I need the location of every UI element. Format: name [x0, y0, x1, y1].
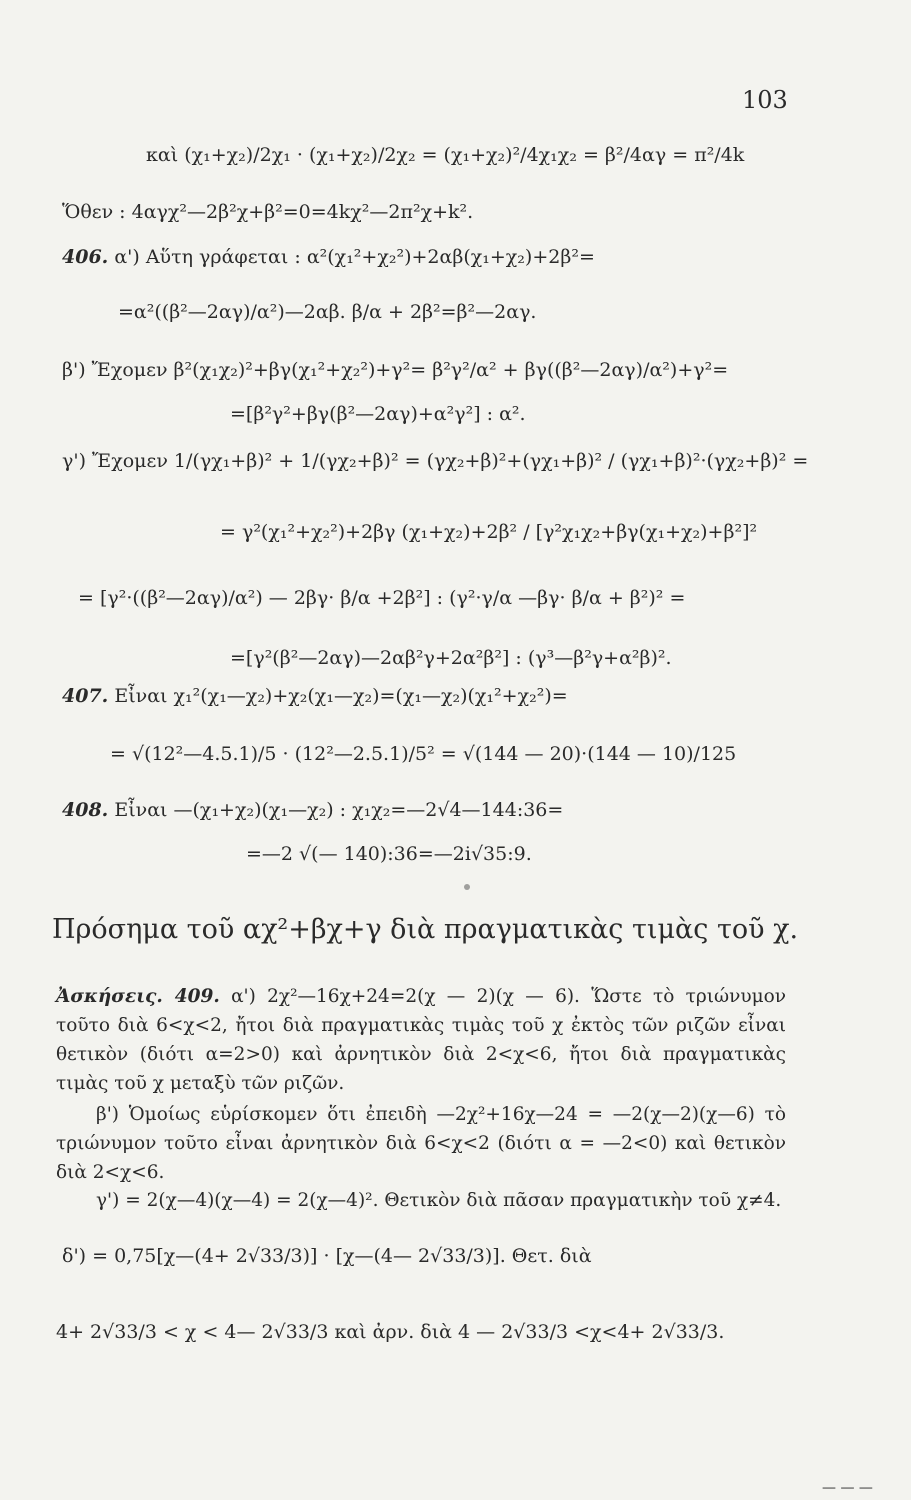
- exercise-408: [62, 798, 563, 822]
- exercise-406-c: γ') Ἔχομεν 1/(γχ₁+β)² + 1/(γχ₂+β)² = (γχ₂+β)²+(γχ₁+β)² / (γχ₁+β)²·(γχ₂+β)² =: [62, 450, 809, 472]
- exercise-406-b: β') Ἔχομεν β²(χ₁χ₂)²+βγ(χ₁²+χ₂²)+γ²= β²γ²/α² + βγ((β²—2αγ)/α²)+γ²=: [62, 359, 729, 381]
- exercise-number: 408.: [62, 799, 109, 821]
- paragraph-409-b: β') Ὁμοίως εὑρίσκομεν ὅτι ἐπειδὴ —2χ²+16χ—24 = —2(χ—2)(χ—6) τὸ τριώνυμον τοῦτο εἶναι ἀρνητικὸν διὰ 6<χ<2 (διότι α = —2<0) καὶ θετικὸν διὰ 2<χ<6.: [56, 1104, 786, 1183]
- exercise-407: [62, 684, 568, 708]
- formula-line: δ') = 0,75[χ—(4+ 2√33/3)] · [χ—(4— 2√33/3)]. Θετ. διὰ: [62, 1245, 592, 1267]
- exercises-label: Ἀσκήσεις. 409.: [56, 986, 220, 1007]
- exercise-number: 406.: [62, 246, 109, 268]
- formula-line: =—2 √(— 140):36=—2i√35:9.: [246, 843, 532, 865]
- formula-line: Ὅθεν : 4αγχ²—2β²χ+β²=0=4kχ²—2π²χ+k².: [62, 201, 474, 223]
- paragraph-text: α') 2χ²—16χ+24=2(χ — 2)(χ — 6). Ὥστε τὸ τριώνυμον τοῦτο διὰ 6<χ<2, ἤτοι διὰ πραγματικὰς τιμὰς τοῦ χ ἐκτὸς τῶν ριζῶν εἶναι θετικὸν (διότι α=2>0) καὶ ἀρνητικὸν διὰ 2<χ<6, ἤτοι διὰ πραγματικὰς τιμὰς τοῦ χ μεταξὺ τῶν ριζῶν.: [56, 986, 787, 1094]
- section-heading: Πρόσημα τοῦ αχ²+βχ+γ διὰ πραγματικὰς τιμὰς τοῦ χ.: [52, 914, 799, 945]
- formula-text: Εἶναι χ₁²(χ₁—χ₂)+χ₂(χ₁—χ₂)=(χ₁—χ₂)(χ₁²+χ₂²)=: [114, 685, 568, 707]
- formula-line: καὶ (χ₁+χ₂)/2χ₁ · (χ₁+χ₂)/2χ₂ = (χ₁+χ₂)²/4χ₁χ₂ = β²/4αγ = π²/4k: [146, 144, 745, 166]
- formula-text: Εἶναι —(χ₁+χ₂)(χ₁—χ₂) : χ₁χ₂=—2√4—144:36=: [114, 799, 564, 821]
- formula-line: = [γ²·((β²—2αγ)/α²) — 2βγ· β/α +2β²] : (γ²·γ/α —βγ· β/α + β²)² =: [78, 587, 686, 609]
- formula-line: = γ²(χ₁²+χ₂²)+2βγ (χ₁+χ₂)+2β² / [γ²χ₁χ₂+βγ(χ₁+χ₂)+β²]²: [220, 521, 758, 543]
- formula-line: =α²((β²—2αγ)/α²)—2αβ. β/α + 2β²=β²—2αγ.: [118, 301, 537, 323]
- formula-line: =[γ²(β²—2αγ)—2αβ²γ+2α²β²] : (γ³—β²γ+α²β)².: [230, 647, 672, 669]
- paragraph-409-c: γ') = 2(χ—4)(χ—4) = 2(χ—4)². Θετικὸν διὰ πᾶσαν πραγματικὴν τοῦ χ≠4.: [96, 1190, 782, 1211]
- page-number: 103: [742, 86, 788, 114]
- formula-text: α') Αὕτη γράφεται : α²(χ₁²+χ₂²)+2αβ(χ₁+χ₂)+2β²=: [114, 246, 595, 268]
- exercise-number: 407.: [62, 685, 109, 707]
- formula-line: = √(12²—4.5.1)/5 · (12²—2.5.1)/5² = √(144 — 20)·(144 — 10)/125: [110, 743, 737, 765]
- footer-dashes: — — —: [822, 1480, 873, 1496]
- formula-line: =[β²γ²+βγ(β²—2αγ)+α²γ²] : α².: [230, 403, 526, 425]
- exercise-406-a: [62, 245, 595, 269]
- formula-line: 4+ 2√33/3 < χ < 4— 2√33/3 καὶ ἀρν. διὰ 4 — 2√33/3 <χ<4+ 2√33/3.: [56, 1321, 725, 1343]
- paragraph-409-a: [56, 982, 786, 1098]
- ink-spot: [464, 884, 470, 890]
